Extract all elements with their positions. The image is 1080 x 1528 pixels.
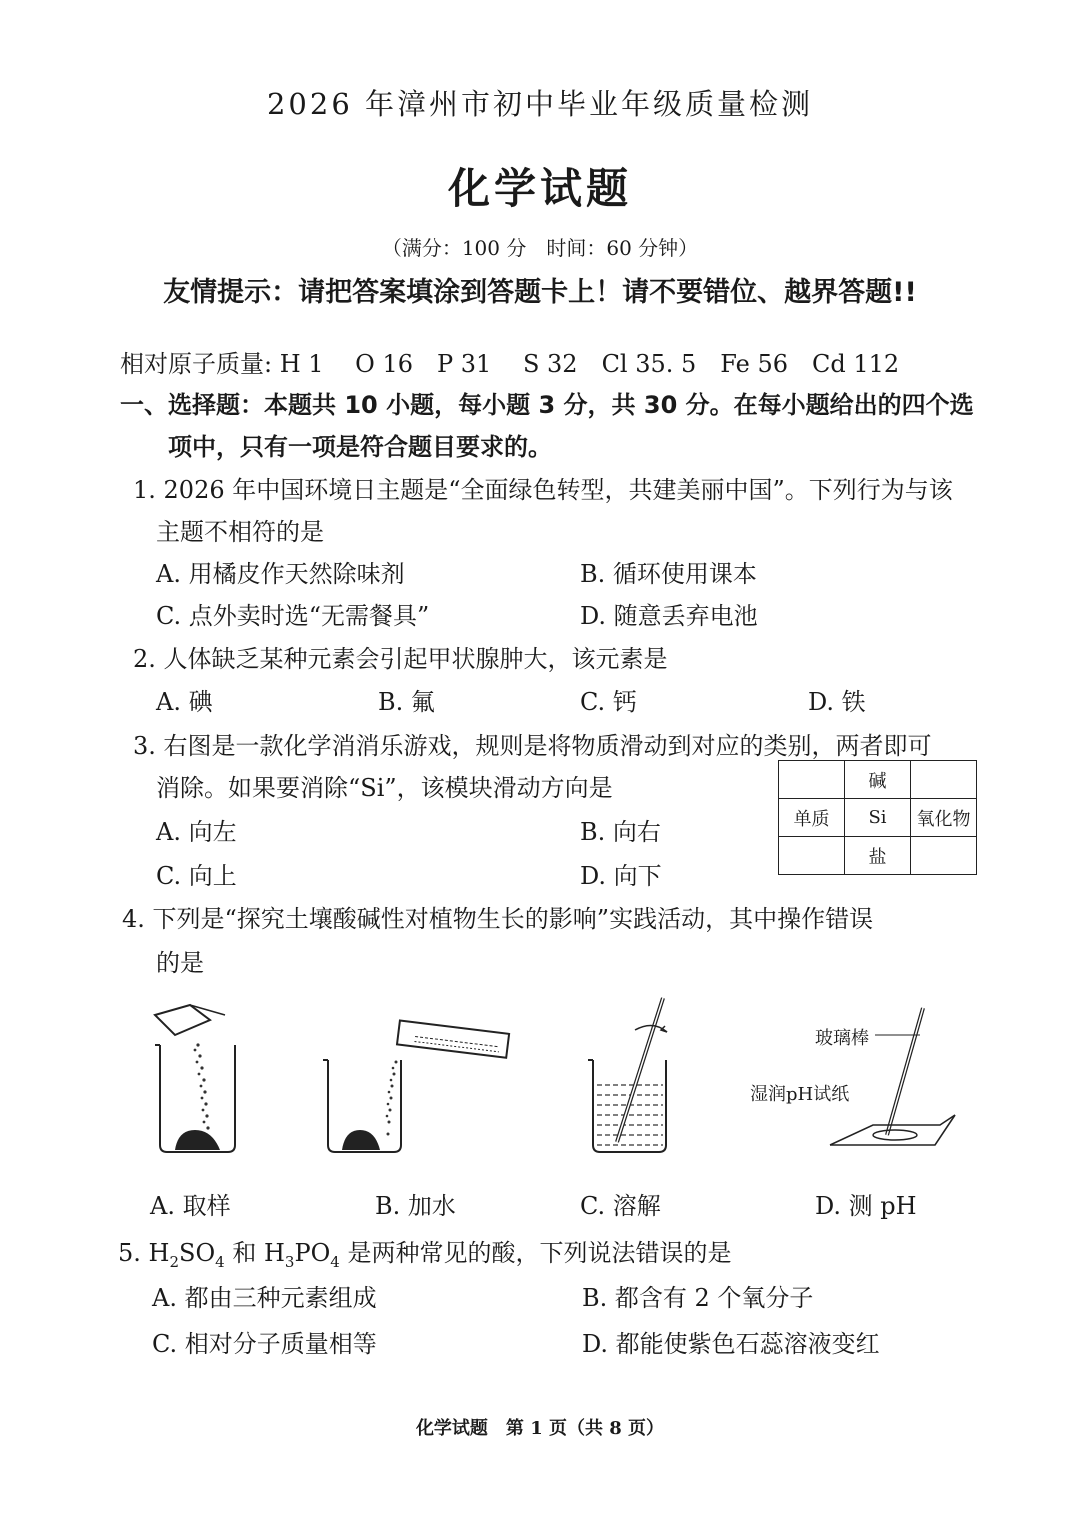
q4-option-d: D. 测 pH (815, 1192, 917, 1220)
q5-stem (118, 1233, 731, 1271)
label-ph-paper: 湿润pH试纸 (750, 1084, 850, 1105)
q1-stem-line1: 1. 2026 年中国环境日主题是“全面绿色转型，共建美丽中国”。下列行为与该 (133, 476, 953, 504)
q2-option-d: D. 铁 (808, 688, 866, 716)
q5-number: 5. (118, 1239, 141, 1267)
grid-cell (779, 837, 845, 875)
q2-option-b: B. 氟 (378, 688, 435, 716)
q4-stem-line1: 4. 下列是“探究土壤酸碱性对植物生长的影响”实践活动，其中操作错误 (122, 905, 874, 933)
atomic-mass: 相对原子质量: H 1 O 16 P 31 S 32 Cl 35. 5 Fe 56 Cd 112 (120, 350, 900, 378)
q1-option-a: A. 用橘皮作天然除味剂 (156, 560, 405, 588)
figure-c-dissolving (585, 990, 695, 1160)
q5-option-c: C. 相对分子质量相等 (152, 1330, 377, 1358)
grid-cell-si: Si (845, 799, 911, 837)
subject-title: 化学试题 (447, 164, 632, 213)
exam-title: 2026 年漳州市初中毕业年级质量检测 (266, 87, 814, 121)
grid-cell (779, 761, 845, 799)
tip-notice: 友情提示：请把答案填涂到答题卡上！请不要错位、越界答题!! (163, 277, 917, 308)
q2-option-a: A. 碘 (156, 688, 213, 716)
grid-cell (911, 761, 977, 799)
q5-option-a: A. 都由三种元素组成 (152, 1284, 377, 1312)
page-footer: 化学试题 第 1 页（共 8 页） (415, 1418, 665, 1439)
grid-cell (911, 837, 977, 875)
q1-stem-line2: 主题不相符的是 (156, 518, 324, 546)
q2-option-c: C. 钙 (580, 688, 637, 716)
grid-cell-oxide: 氧化物 (911, 799, 977, 837)
q3-stem-line2: 消除。如果要消除“Si”，该模块滑动方向是 (156, 774, 613, 802)
q5-option-b: B. 都含有 2 个氧分子 (582, 1284, 814, 1312)
figure-a-sampling (150, 990, 250, 1160)
q4-option-c: C. 溶解 (580, 1192, 661, 1220)
q3-option-c: C. 向上 (156, 862, 237, 890)
q1-option-c: C. 点外卖时选“无需餐具” (156, 602, 430, 630)
score-time: （满分：100 分 时间：60 分钟） (381, 236, 699, 260)
section1-line1: 一、选择题：本题共 10 小题，每小题 3 分，共 30 分。在每小题给出的四个选 (120, 391, 974, 419)
q1-option-b: B. 循环使用课本 (580, 560, 757, 588)
q4-stem-line2: 的是 (156, 949, 204, 977)
q3-option-b: B. 向右 (580, 818, 661, 846)
q3-option-d: D. 向下 (580, 862, 662, 890)
q4-option-b: B. 加水 (375, 1192, 456, 1220)
q3-option-a: A. 向左 (156, 818, 237, 846)
q1-option-d: D. 随意丢弃电池 (580, 602, 758, 630)
figure-d-measure-ph (825, 990, 975, 1160)
q4-option-a: A. 取样 (150, 1192, 231, 1220)
section1-line2: 项中，只有一项是符合题目要求的。 (168, 433, 552, 461)
grid-cell-base: 碱 (845, 761, 911, 799)
q5-stem-text: 是两种常见的酸，下列说法错误的是 (347, 1239, 732, 1267)
label-glass-rod: 玻璃棒 (815, 1028, 869, 1049)
q5-formulas: $H_2SO_4$ 和 $H_3PO_4$ (148, 1239, 340, 1271)
figure-b-adding-water (320, 990, 520, 1160)
grid-cell-salt: 盐 (845, 837, 911, 875)
q2-stem: 2. 人体缺乏某种元素会引起甲状腺肿大，该元素是 (133, 645, 668, 673)
q5-option-d: D. 都能使紫色石蕊溶液变红 (582, 1330, 880, 1358)
grid-cell-element: 单质 (779, 799, 845, 837)
q3-stem-line1: 3. 右图是一款化学消消乐游戏，规则是将物质滑动到对应的类别，两者即可 (133, 732, 932, 760)
q3-game-grid (778, 760, 977, 875)
